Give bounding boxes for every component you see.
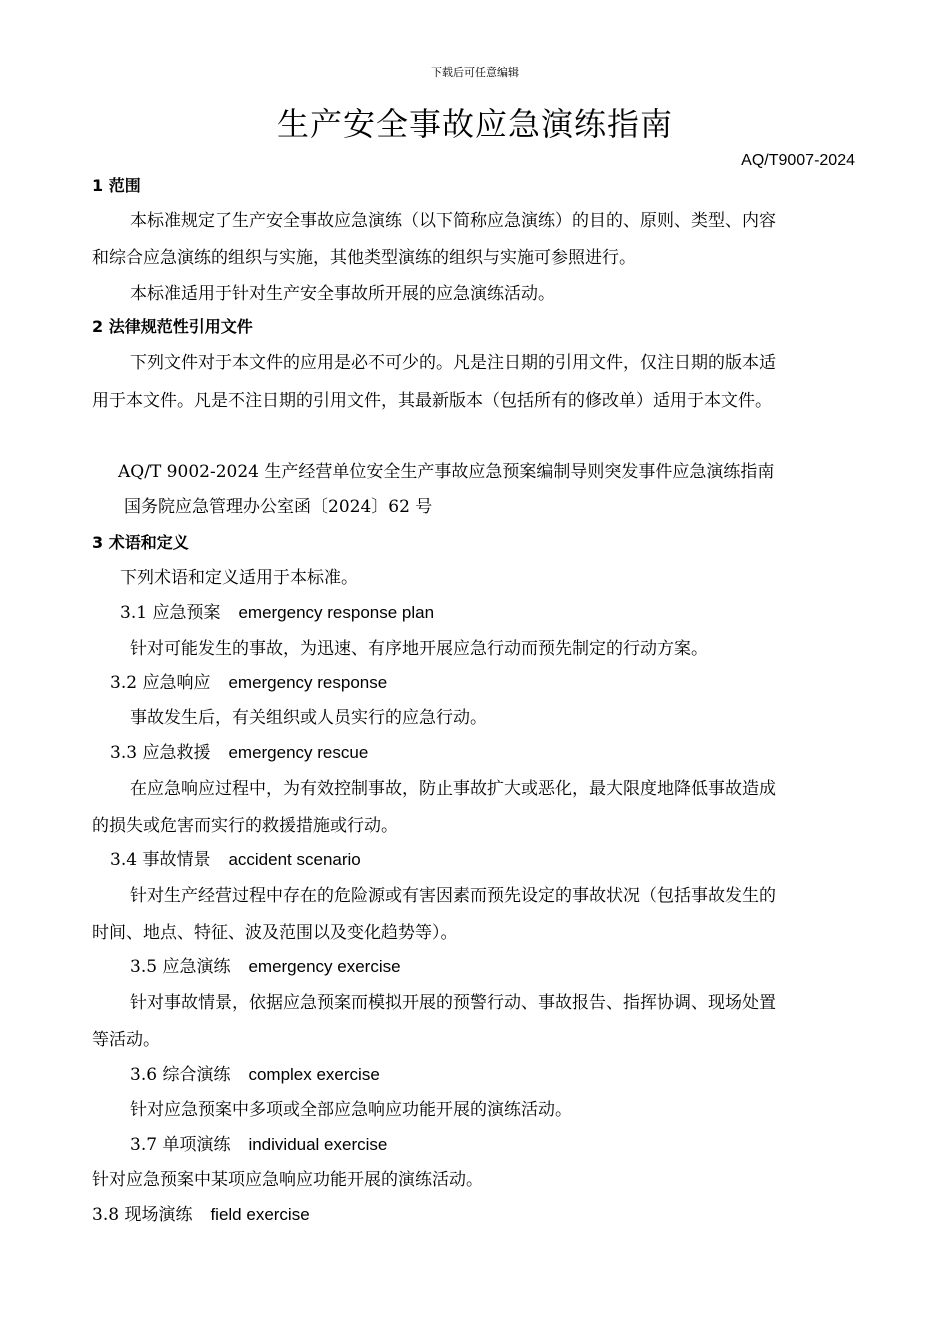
- term-title: [130, 1134, 387, 1156]
- term-number-cn: 3.5 应急演练: [130, 957, 231, 977]
- term-number-cn: 3.8 现场演练: [92, 1205, 193, 1225]
- scope-paragraph-line: 本标准规定了生产安全事故应急演练（以下简称应急演练）的目的、原则、类型、内容: [130, 211, 776, 231]
- term-title: [92, 1204, 310, 1226]
- term-number-cn: 3.6 综合演练: [130, 1065, 231, 1085]
- term-title: [120, 602, 434, 624]
- terms-intro: 下列术语和定义适用于本标准。: [120, 568, 358, 588]
- term-number-cn: 3.7 单项演练: [130, 1135, 231, 1155]
- term-definition: 针对可能发生的事故，为迅速、有序地开展应急行动而预先制定的行动方案。: [130, 639, 708, 659]
- scope-paragraph-line: 和综合应急演练的组织与实施，其他类型演练的组织与实施可参照进行。: [92, 248, 636, 268]
- section-heading-terms: 3 术语和定义: [92, 533, 189, 552]
- term-number-cn: 3.2 应急响应: [110, 673, 211, 693]
- page-title: 生产安全事故应急演练指南: [276, 105, 673, 143]
- term-english: individual exercise: [248, 1135, 388, 1154]
- section-heading-references: 2 法律规范性引用文件: [92, 317, 253, 336]
- term-title: [110, 672, 387, 694]
- scope-paragraph: 本标准适用于针对生产安全事故所开展的应急演练活动。: [130, 284, 555, 304]
- standard-code: AQ/T9007-2024: [741, 152, 855, 169]
- term-english: emergency response plan: [238, 603, 435, 622]
- reference-item: AQ/T 9002-2024 生产经营单位安全生产事故应急预案编制导则突发事件应急演练指南: [118, 462, 775, 482]
- term-english: complex exercise: [248, 1065, 380, 1084]
- term-definition-line: 时间、地点、特征、波及范围以及变化趋势等）。: [92, 923, 458, 943]
- term-definition-line: 针对事故情景，依据应急预案而模拟开展的预警行动、事故报告、指挥协调、现场处置: [130, 993, 776, 1013]
- term-number-cn: 3.1 应急预案: [120, 603, 221, 623]
- term-definition-line: 等活动。: [92, 1030, 160, 1050]
- references-paragraph-line: 下列文件对于本文件的应用是必不可少的。凡是注日期的引用文件，仅注日期的版本适: [130, 353, 776, 373]
- term-number-cn: 3.4 事故情景: [110, 850, 211, 870]
- term-title: [130, 1064, 380, 1086]
- term-definition: 针对应急预案中某项应急响应功能开展的演练活动。: [92, 1170, 483, 1190]
- term-definition-line: 在应急响应过程中，为有效控制事故，防止事故扩大或恶化，最大限度地降低事故造成: [130, 779, 776, 799]
- term-english: emergency response: [228, 673, 388, 692]
- term-number-cn: 3.3 应急救援: [110, 743, 211, 763]
- term-definition: 针对应急预案中多项或全部应急响应功能开展的演练活动。: [130, 1100, 572, 1120]
- term-english: field exercise: [210, 1205, 310, 1224]
- term-english: accident scenario: [228, 850, 361, 869]
- term-definition-line: 的损失或危害而实行的救援措施或行动。: [92, 816, 398, 836]
- term-definition: 事故发生后，有关组织或人员实行的应急行动。: [130, 708, 487, 728]
- reference-item: 国务院应急管理办公室函〔2024〕62 号: [124, 497, 433, 517]
- header-note: 下载后可任意编辑: [431, 66, 519, 79]
- term-english: emergency exercise: [248, 957, 401, 976]
- term-definition-line: 针对生产经营过程中存在的危险源或有害因素而预先设定的事故状况（包括事故发生的: [130, 886, 776, 906]
- term-title: [110, 742, 368, 764]
- references-paragraph-line: 用于本文件。凡是不注日期的引用文件，其最新版本（包括所有的修改单）适用于本文件。: [92, 391, 772, 411]
- term-title: [110, 849, 361, 871]
- term-english: emergency rescue: [228, 743, 369, 762]
- term-title: [130, 956, 401, 978]
- section-heading-scope: 1 范围: [92, 176, 141, 195]
